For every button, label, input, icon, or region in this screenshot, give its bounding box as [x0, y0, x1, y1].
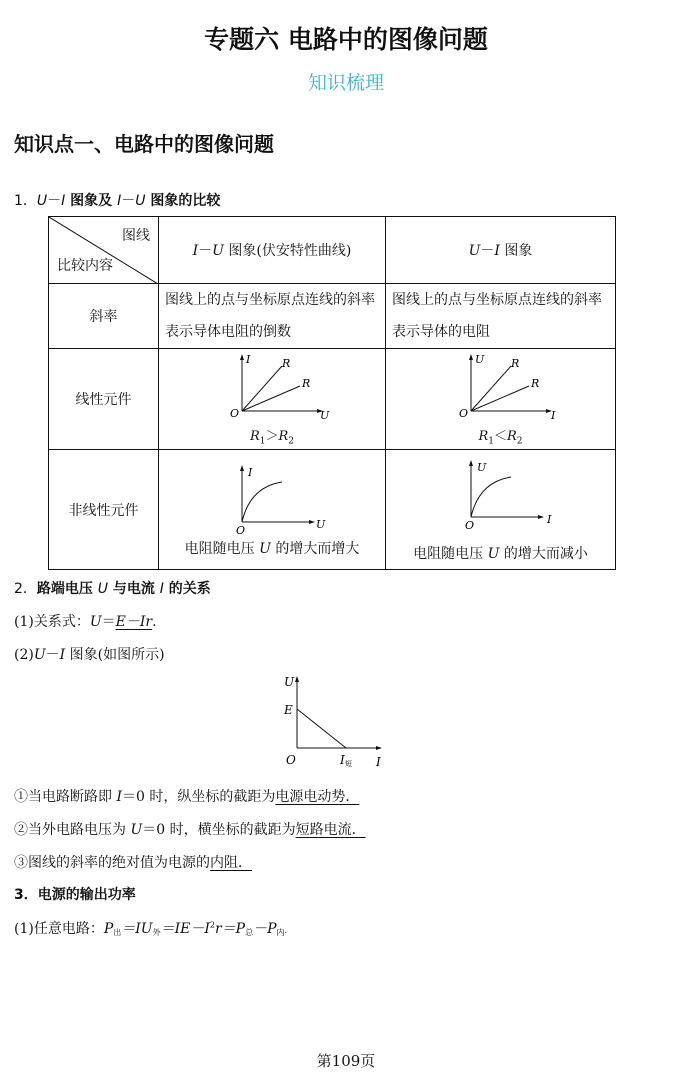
svg-text:U: U	[316, 517, 326, 531]
slope-iu: 图线上的点与坐标原点连线的斜率表示导体电阻的倒数	[165, 292, 375, 340]
point-3: ③图线的斜率的绝对值为电源的内阻．	[14, 855, 252, 871]
comparison-table	[48, 216, 616, 570]
subsection-2-heading: 2．路端电压 U 与电流 I 的关系	[14, 581, 211, 597]
linear-ui-cell	[386, 349, 616, 450]
nonlinear-ui-cell	[386, 450, 616, 570]
corner-cell	[49, 217, 159, 284]
linear-iu-graph	[212, 351, 332, 421]
svg-text:O: O	[236, 523, 246, 534]
corner-top-label: 图线	[122, 228, 150, 244]
linear-ui-caption: $R_1<R_2$	[478, 429, 523, 447]
output-power-formula: (1)任意电路：P出＝IU外$=IE-I^2r=P$总－P内.	[14, 920, 288, 937]
subsection-3-heading: 3．电源的输出功率	[14, 887, 136, 903]
row-label-slope: 斜率	[49, 284, 159, 349]
corner-bottom-label: 比较内容	[57, 258, 113, 274]
svg-text:U: U	[284, 675, 295, 689]
page-number: 第109页	[316, 1052, 376, 1070]
svg-text:U: U	[474, 353, 484, 367]
linear-iu-cell	[159, 349, 386, 450]
relation-formula: (1)关系式：U＝E－Ir.	[14, 614, 157, 630]
svg-text:I: I	[376, 755, 381, 769]
col1-header: I－U 图象(伏安特性曲线)	[159, 217, 386, 284]
subsection-1-heading: 1．U－I 图象及 I－U 图象的比较	[14, 193, 221, 209]
svg-text:O: O	[458, 407, 468, 421]
linear-iu-caption: $R_1>R_2$	[249, 429, 295, 447]
slope-ui: 图线上的点与坐标原点连线的斜率表示导体的电阻	[392, 292, 602, 340]
svg-text:O: O	[286, 753, 296, 767]
nonlinear-iu-cell	[159, 450, 386, 570]
linear-ui-graph	[441, 351, 561, 421]
row-label-linear: 线性元件	[49, 349, 159, 450]
nonlinear-iu-graph	[212, 462, 332, 534]
svg-text:R: R	[510, 357, 519, 371]
svg-text:I: I	[248, 465, 253, 479]
point-1: ①当电路断路即 I＝0 时，纵坐标的截距为电源电动势．	[14, 789, 360, 805]
svg-text:短: 短	[345, 760, 352, 768]
row-label-nonlinear: 非线性元件	[49, 450, 159, 570]
svg-text:E: E	[284, 703, 293, 717]
source-ui-graph	[278, 672, 388, 772]
svg-text:I: I	[546, 512, 551, 526]
svg-text:U: U	[320, 409, 330, 422]
svg-text:O: O	[464, 518, 474, 529]
svg-text:I: I	[550, 409, 555, 422]
svg-text:I: I	[340, 753, 345, 767]
point-2: ②当外电路电压为 U＝0 时，横坐标的截距为短路电流．	[14, 822, 366, 838]
nonlinear-ui-graph	[441, 457, 561, 529]
svg-text:U: U	[476, 460, 486, 474]
section-heading: 知识点一、电路中的图像问题	[14, 132, 274, 156]
svg-text:I: I	[246, 353, 251, 367]
nonlinear-iu-caption: 电阻随电压 U 的增大而增大	[184, 540, 360, 557]
svg-text:R: R	[282, 357, 291, 371]
page-title: 专题六 电路中的图像问题	[204, 25, 488, 54]
subtitle: 知识梳理	[307, 72, 384, 94]
svg-text:R: R	[302, 377, 311, 391]
nonlinear-ui-caption: 电阻随电压 U 的增大而减小	[413, 545, 588, 562]
svg-text:R: R	[530, 377, 539, 391]
svg-text:O: O	[230, 407, 240, 421]
ui-graph-label: (2)U－I 图象(如图所示)	[14, 647, 165, 663]
col2-header: U－I 图象	[386, 217, 616, 284]
